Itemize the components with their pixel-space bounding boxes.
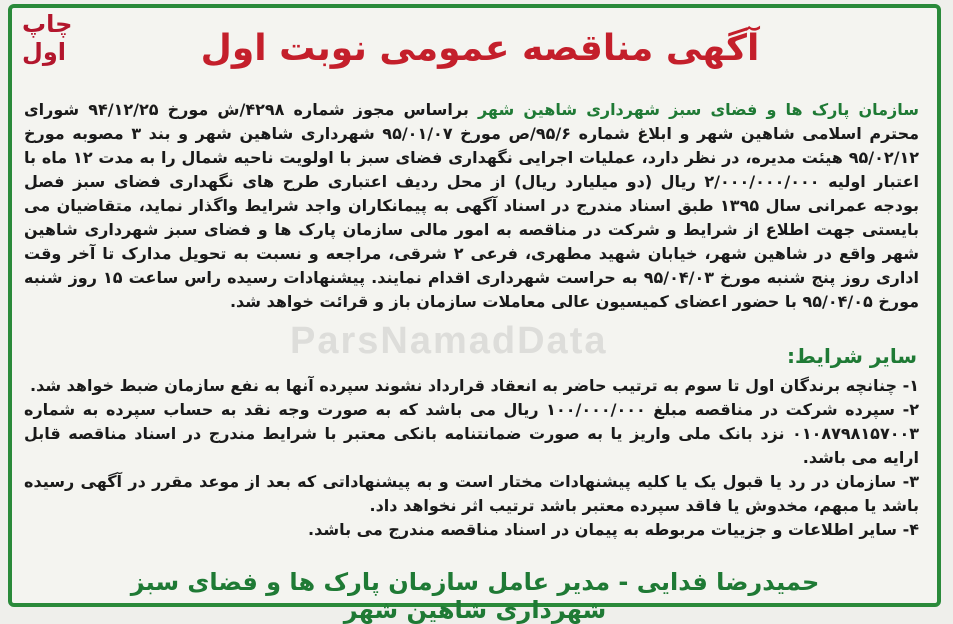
organization-name: سازمان پارک ها و فضای سبز شهرداری شاهین شهر: [477, 100, 919, 119]
condition-item: ۴- سایر اطلاعات و جزییات مربوطه به پیمان در اسناد مناقصه مندرج می باشد.: [308, 520, 919, 539]
signature-line: حمیدرضا فدایی - مدیر عامل سازمان پارک ها و فضای سبز شهرداری شاهین شهر: [130, 568, 820, 624]
condition-item: ۳- سازمان در رد یا قبول یک یا کلیه پیشنهادات مختار است و به پیشنهاداتی که بعد از موعد مقرر در آگهی رسیده باشد یا مبهم، مخدوش یا فاقد سپرده معتبر باشد ترتیب اثر نخواهد داد.: [24, 472, 919, 515]
condition-item: ۲- سپرده شرکت در مناقصه مبلغ ۱۰۰/۰۰۰/۰۰۰ ریال می باشد که به صورت وجه نقد به حساب سپرده به شماره ۰۱۰۸۷۹۸۱۵۷۰۰۳ نزد بانک ملی واریز یا به صورت ضمانتنامه بانکی معتبر با شرایط مندرج در اسناد مناقصه قابل ارایه می باشد.: [24, 400, 919, 467]
conditions-heading: سایر شرایط:: [787, 344, 917, 368]
condition-item: ۱- چنانچه برندگان اول تا سوم به ترتیب حاضر به انعقاد قرارداد نشوند سپرده آنها به نفع سازمان ضبط خواهد شد.: [30, 376, 919, 395]
notice-body: [24, 98, 919, 314]
print-badge: چاپ اول: [22, 10, 73, 66]
conditions-list: [24, 374, 919, 542]
watermark: ParsNamadData: [290, 320, 608, 362]
body-paragraph: براساس مجوز شماره ۴۲۹۸/ش مورخ ۹۴/۱۲/۲۵ شورای محترم اسلامی شاهین شهر و ابلاغ شماره ۹۵/۶/ص مورخ ۹۵/۰۱/۰۷ شهرداری شاهین شهر و بند ۳ مصوبه مورخ ۹۵/۰۲/۱۲ هیئت مدیره، در نظر دارد، عملیات اجرایی نگهداری فضای سبز با اولویت ناحیه شمال را به مدت ۱۲ ماه با اعتبار اولیه ۲/۰۰۰/۰۰۰/۰۰۰ ریال (دو میلیارد ریال) از محل ردیف اعتباری طرح های نگهداری فضای سبز فصل بودجه عمرانی سال ۱۳۹۵ طبق اسناد مندرج در اسناد آگهی به پیمانکاران واجد شرایط واگذار نماید، متقاضیان می بایستی جهت اطلاع از شرایط و شرکت در مناقصه به امور مالی سازمان پارک ها و فضای سبز شهرداری شاهین شهر واقع در شاهین شهر، خیابان شهید مطهری، فرعی ۲ شرقی، مراجعه و نسبت به تحویل مدارک تا آخر وقت اداری روز پنج شنبه مورخ ۹۵/۰۴/۰۳ به حراست شهرداری اقدام نمایند. پیشنهادات رسیده راس ساعت ۱۵ روز شنبه مورخ ۹۵/۰۴/۰۵ با حضور اعضای کمیسیون عالی معاملات سازمان باز و قرائت خواهد شد.: [24, 100, 920, 311]
notice-title: آگهی مناقصه عمومی نوبت اول: [200, 28, 760, 69]
